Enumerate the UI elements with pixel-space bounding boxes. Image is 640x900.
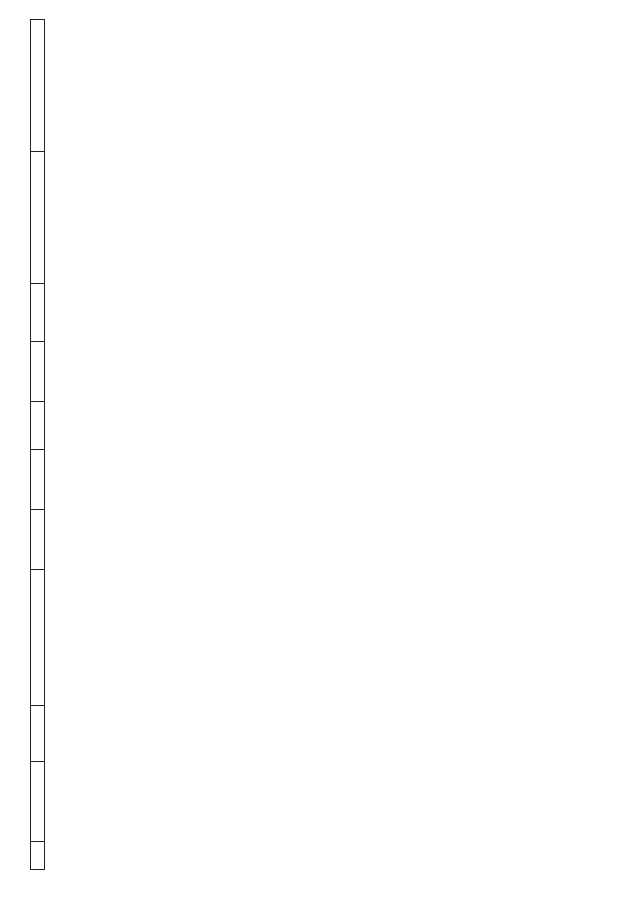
header-cell <box>31 762 45 842</box>
header-cell <box>31 842 45 870</box>
header-cell <box>31 342 45 402</box>
header-row <box>31 20 45 870</box>
header-cell <box>31 570 45 706</box>
header-cell <box>31 284 45 342</box>
header-cell <box>31 450 45 510</box>
header-cell <box>31 402 45 450</box>
header-cell <box>31 152 45 284</box>
header-cell <box>31 20 45 152</box>
registry-table <box>30 19 45 870</box>
header-cell <box>31 510 45 570</box>
rotated-table-container <box>30 20 580 870</box>
header-cell <box>31 706 45 762</box>
